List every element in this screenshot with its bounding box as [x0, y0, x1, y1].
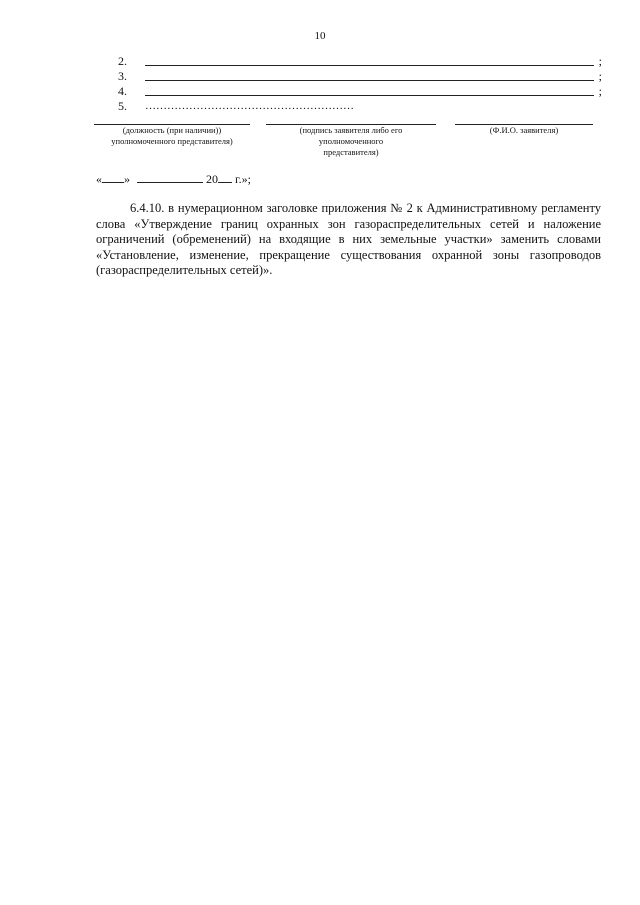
list-item: [118, 99, 602, 114]
signature-caption: (подпись заявителя либо его уполномоченного представителя): [299, 125, 403, 157]
day-blank: [102, 172, 124, 183]
list-item: [118, 84, 602, 99]
page-number: 10: [314, 30, 326, 42]
year-suffix: г.»;: [232, 172, 251, 186]
numbered-list: [118, 54, 602, 114]
month-blank: [137, 172, 203, 183]
dotted-fill-line: …………………………………………………: [145, 100, 354, 112]
list-item-number: 3.: [118, 69, 127, 83]
list-item-end: ;: [598, 84, 602, 98]
list-item: [118, 54, 602, 69]
amendment-paragraph: 6.4.10. в нумерационном заголовке приложения № 2 к Административному регламенту слова «Утверждение границ охранных зон газораспределительных сетей и наложение ограничений (обременений) на входящие в них земельные участки» заменить словами «Установление, изменение, прекращение существования охранной зоны газопроводов (газораспределительных сетей)».: [96, 201, 601, 277]
fill-line: [145, 80, 594, 81]
list-item-number: 4.: [118, 84, 127, 98]
list-item: [118, 69, 602, 84]
position-caption: (должность (при наличии)) уполномоченного представителя): [111, 125, 233, 146]
year-prefix: 20: [206, 172, 218, 186]
list-item-number: 5.: [118, 99, 127, 113]
year-blank: [218, 172, 232, 183]
date-open-quote: «: [96, 172, 102, 186]
date-close-quote: »: [124, 172, 130, 186]
list-item-end: ;: [598, 69, 602, 83]
name-caption: (Ф.И.О. заявителя): [489, 125, 559, 135]
fill-line: [145, 65, 594, 66]
list-item-number: 2.: [118, 54, 127, 68]
list-item-end: ;: [598, 54, 602, 68]
date-line: [96, 172, 251, 187]
fill-line: [145, 95, 594, 96]
